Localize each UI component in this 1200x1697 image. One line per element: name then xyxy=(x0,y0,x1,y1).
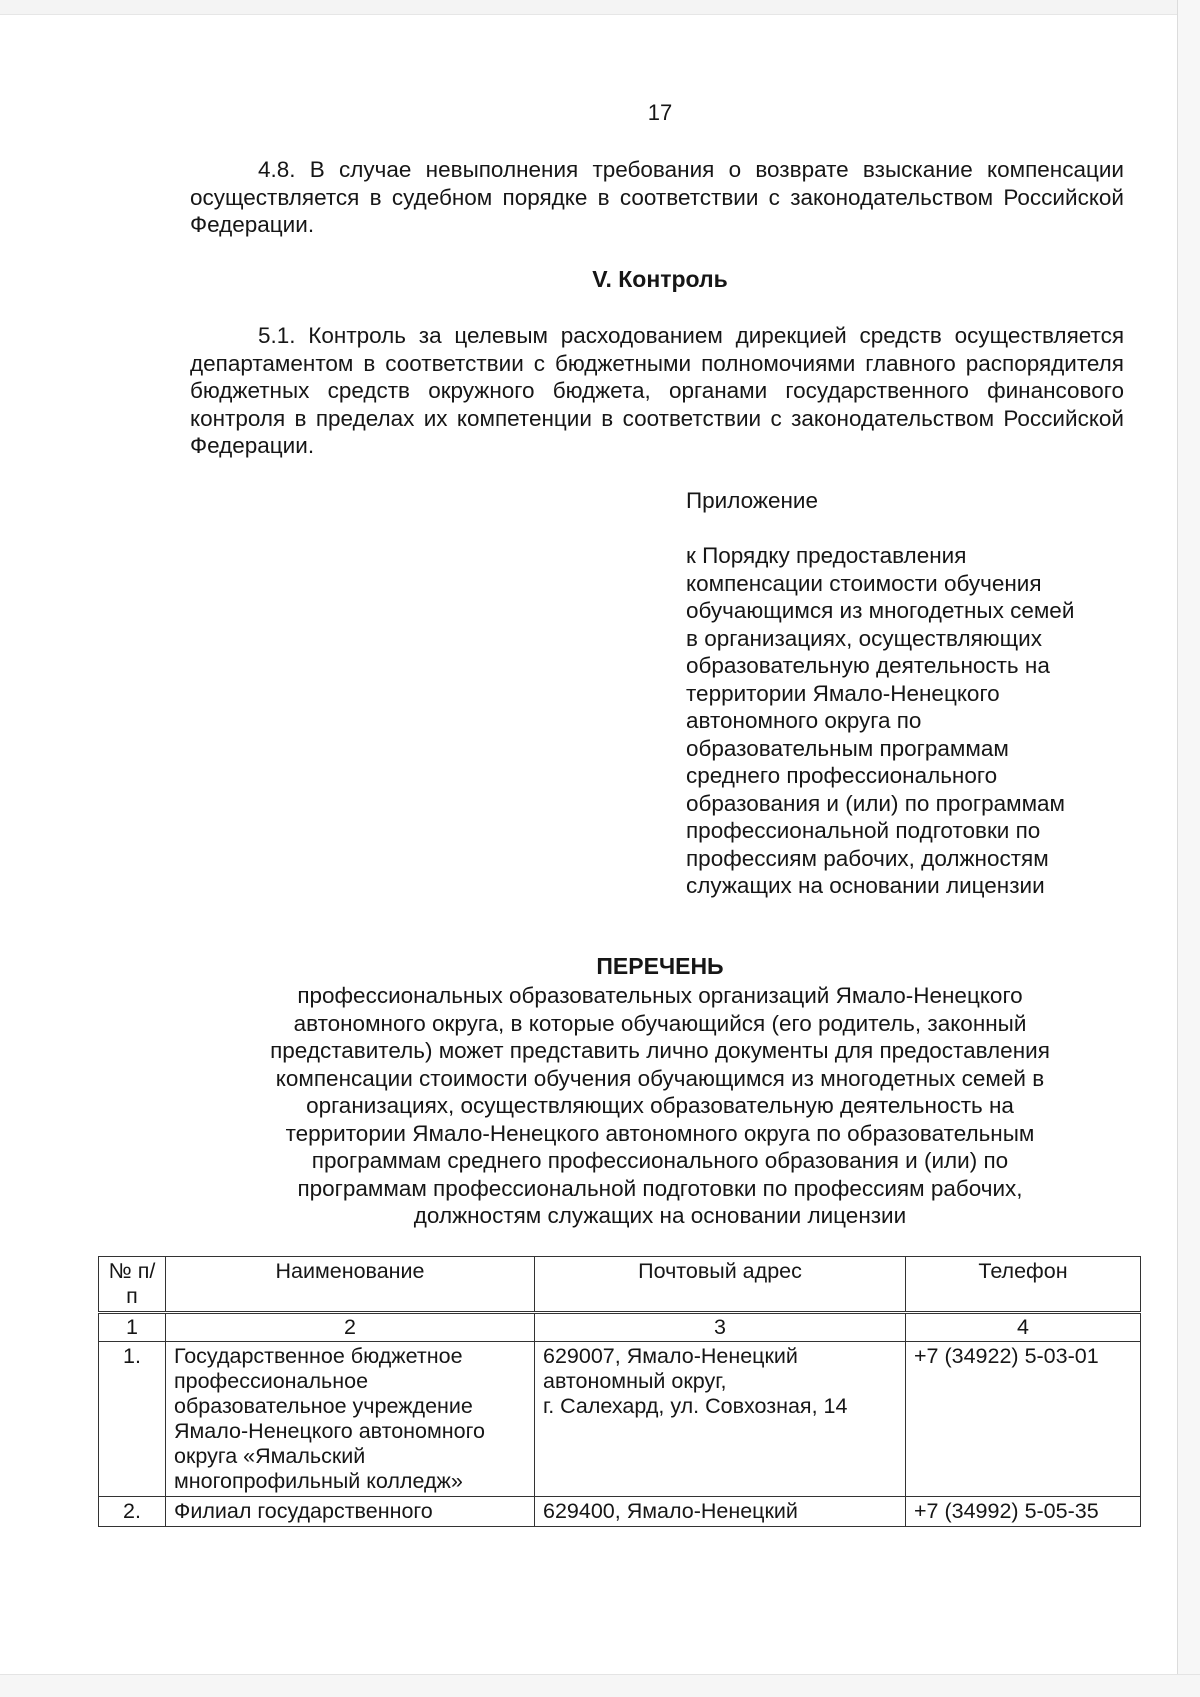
address-cell xyxy=(535,1497,906,1527)
appendix-line: территории Ямало-Ненецкого xyxy=(686,680,1000,706)
organizations-table xyxy=(98,1256,1141,1527)
paragraph-4-8-lead: 4.8. В случае невыполнения требования о возврате взыскание xyxy=(258,157,973,182)
column-number-cell: 3 xyxy=(535,1313,906,1342)
list-subtitle-line: профессиональных образовательных организаций Ямало-Ненецкого xyxy=(297,983,1023,1008)
appendix-line: образовательную деятельность на xyxy=(686,653,1050,678)
appendix-line: обучающимся из многодетных семей xyxy=(686,598,1075,623)
list-subtitle-line: организациях, осуществляющих образовательную деятельность на xyxy=(306,1093,1014,1118)
appendix-line: образования и (или) по программам xyxy=(686,790,1066,816)
address-line: 629007, Ямало-Ненецкий xyxy=(543,1344,798,1368)
table-row xyxy=(99,1497,1141,1527)
column-number-cell: 1 xyxy=(99,1313,166,1342)
column-number-cell: 4 xyxy=(906,1313,1141,1342)
section-v-heading: V. Контроль xyxy=(592,266,728,292)
appendix-line: среднего профессионального xyxy=(686,763,998,788)
appendix-line: автономного округа по xyxy=(686,708,922,733)
list-subtitle-line: программам профессиональной подготовки по профессиям рабочих, xyxy=(297,1175,1023,1201)
list-subtitle-line: представитель) может представить лично документы для предоставления xyxy=(270,1038,1050,1063)
address-line: 629400, Ямало-Ненецкий xyxy=(543,1499,798,1523)
list-subtitle-line: компенсации стоимости обучения обучающимся из многодетных семей в xyxy=(275,1065,1045,1091)
row-number-cell: 2. xyxy=(99,1497,166,1527)
paragraph-4-8-rest: компенсации осуществляется в судебном порядке в соответствии с законодательством Российской Федерации. xyxy=(190,157,1124,237)
address-line: автономный округ, xyxy=(543,1369,727,1393)
list-title: ПЕРЕЧЕНЬ xyxy=(596,953,724,979)
appendix-line: образовательным программам xyxy=(686,735,1009,761)
address-line: г. Салехард, ул. Совхозная, 14 xyxy=(543,1394,848,1418)
appendix-line: компенсации стоимости обучения xyxy=(686,570,1042,596)
column-number-cell: 2 xyxy=(166,1313,535,1342)
header-cell-name: Наименование xyxy=(166,1257,535,1313)
paragraph-5-1-lead: 5.1. Контроль за целевым расходованием дирекцией средств xyxy=(258,323,942,348)
row-number-cell: 1. xyxy=(99,1342,166,1497)
appendix-line: профессиям рабочих, должностям xyxy=(686,845,1049,871)
phone-cell: +7 (34922) 5-03-01 xyxy=(906,1342,1141,1497)
appendix-line: служащих на основании лицензии xyxy=(686,873,1045,898)
paragraph-4-8 xyxy=(190,156,1124,239)
appendix-text xyxy=(686,542,1126,900)
page-number: 17 xyxy=(647,100,673,125)
scan-right-edge xyxy=(1177,0,1200,1697)
list-subtitle xyxy=(190,982,1130,1230)
scan-bottom-edge xyxy=(0,1674,1200,1697)
organization-name-cell: Филиал государственного xyxy=(166,1497,535,1527)
paragraph-5-1 xyxy=(190,322,1124,460)
organization-name-cell: Государственное бюджетное профессиональное образовательное учреждение Ямало-Ненецкого автономного округа «Ямальский многопрофильный колледж» xyxy=(166,1342,535,1497)
appendix-line: профессиональной подготовки по xyxy=(686,818,1041,843)
appendix-label: Приложение xyxy=(686,488,818,513)
header-cell-address: Почтовый адрес xyxy=(535,1257,906,1313)
list-subtitle-line: должностям служащих на основании лицензии xyxy=(413,1203,907,1228)
appendix-line: в организациях, осуществляющих xyxy=(686,625,1042,651)
list-subtitle-line: автономного округа, в которые обучающийся (его родитель, законный xyxy=(293,1010,1027,1036)
appendix-line: к Порядку предоставления xyxy=(686,543,967,568)
column-number-row xyxy=(99,1313,1141,1342)
header-cell-number: № п/п xyxy=(99,1257,166,1313)
paragraph-5-1-rest: осуществляется департаментом в соответствии с бюджетными полномочиями главного распорядителя бюджетных средств окружного бюджета, органами государственного финансового контроля в пределах их компетенции в соответствии с законодательством Российской Федерации. xyxy=(190,323,1124,458)
address-cell xyxy=(535,1342,906,1497)
table-row xyxy=(99,1342,1141,1497)
header-cell-phone: Телефон xyxy=(906,1257,1141,1313)
table-header-row xyxy=(99,1257,1141,1313)
list-subtitle-line: территории Ямало-Ненецкого автономного округа по образовательным xyxy=(285,1120,1035,1146)
scan-top-edge xyxy=(0,0,1200,15)
phone-cell: +7 (34992) 5-05-35 xyxy=(906,1497,1141,1527)
list-subtitle-line: программам среднего профессионального образования и (или) по xyxy=(311,1148,1009,1173)
